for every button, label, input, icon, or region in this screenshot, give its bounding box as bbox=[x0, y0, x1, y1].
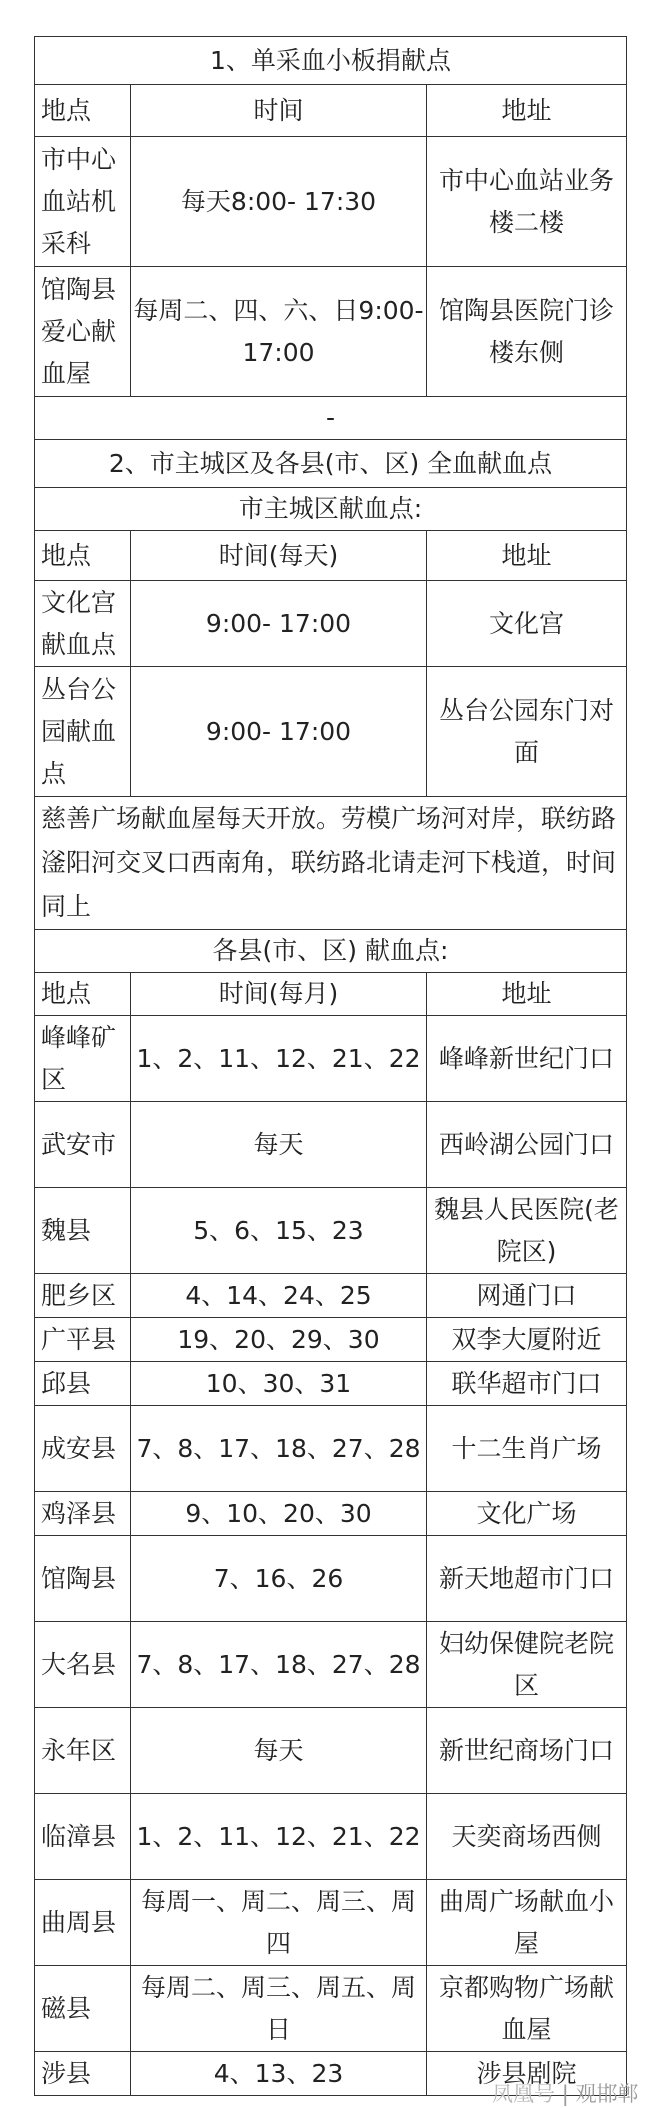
donation-sites-table bbox=[34, 36, 626, 2096]
section1-title: 1、单采血小板捐献点 bbox=[35, 37, 627, 85]
table-row bbox=[35, 1406, 627, 1492]
header-address: 地址 bbox=[427, 531, 627, 581]
city-subtitle: 市主城区献血点: bbox=[35, 488, 627, 531]
time-cell: 9:00- 17:00 bbox=[131, 581, 427, 667]
address-cell: 天奕商场西侧 bbox=[427, 1794, 627, 1880]
table-row bbox=[35, 1622, 627, 1708]
time-cell: 9、10、20、30 bbox=[131, 1492, 427, 1536]
place-cell: 磁县 bbox=[35, 1966, 131, 2052]
time-cell: 1、2、11、12、21、22 bbox=[131, 1016, 427, 1102]
table-row bbox=[35, 1016, 627, 1102]
table-row bbox=[35, 1880, 627, 1966]
time-cell: 每周二、周三、周五、周日 bbox=[131, 1966, 427, 2052]
table-row bbox=[35, 1708, 627, 1794]
place-cell: 临漳县 bbox=[35, 1794, 131, 1880]
table-row bbox=[35, 581, 627, 667]
place-cell: 涉县 bbox=[35, 2052, 131, 2096]
place-cell: 市中心血站机采科 bbox=[35, 137, 131, 267]
address-cell: 新世纪商场门口 bbox=[427, 1708, 627, 1794]
time-cell: 19、20、29、30 bbox=[131, 1318, 427, 1362]
address-cell: 文化宫 bbox=[427, 581, 627, 667]
address-cell: 曲周广场献血小屋 bbox=[427, 1880, 627, 1966]
table-row bbox=[35, 267, 627, 397]
address-cell: 西岭湖公园门口 bbox=[427, 1102, 627, 1188]
table-row bbox=[35, 1318, 627, 1362]
time-cell: 每周二、四、六、日9:00-17:00 bbox=[131, 267, 427, 397]
plaza-note: 慈善广场献血屋每天开放。劳模广场河对岸，联纺路滏阳河交叉口西南角，联纺路北请走河下栈道，时间同上 bbox=[35, 797, 627, 930]
time-cell: 4、14、24、25 bbox=[131, 1274, 427, 1318]
address-cell: 峰峰新世纪门口 bbox=[427, 1016, 627, 1102]
place-cell: 文化宫献血点 bbox=[35, 581, 131, 667]
place-cell: 馆陶县 bbox=[35, 1536, 131, 1622]
source-watermark bbox=[492, 2078, 638, 2108]
time-cell: 10、30、31 bbox=[131, 1362, 427, 1406]
header-place: 地点 bbox=[35, 973, 131, 1016]
time-cell: 7、16、26 bbox=[131, 1536, 427, 1622]
header-time-monthly: 时间(每月) bbox=[131, 973, 427, 1016]
watermark-account: 观邯郸 bbox=[575, 2082, 639, 2106]
time-cell: 4、13、23 bbox=[131, 2052, 427, 2096]
phoenix-logo-icon: 凤凰号 bbox=[492, 2082, 555, 2106]
place-cell: 邱县 bbox=[35, 1362, 131, 1406]
divider-row: - bbox=[35, 397, 627, 440]
address-cell: 妇幼保健院老院区 bbox=[427, 1622, 627, 1708]
place-cell: 丛台公园献血点 bbox=[35, 667, 131, 797]
table-row bbox=[35, 1966, 627, 2052]
table-row bbox=[35, 667, 627, 797]
table-row bbox=[35, 1274, 627, 1318]
header-time: 时间 bbox=[131, 85, 427, 137]
header-place: 地点 bbox=[35, 531, 131, 581]
table-row bbox=[35, 1536, 627, 1622]
time-cell: 每天8:00- 17:30 bbox=[131, 137, 427, 267]
place-cell: 武安市 bbox=[35, 1102, 131, 1188]
time-cell: 5、6、15、23 bbox=[131, 1188, 427, 1274]
time-cell: 1、2、11、12、21、22 bbox=[131, 1794, 427, 1880]
place-cell: 曲周县 bbox=[35, 1880, 131, 1966]
address-cell: 文化广场 bbox=[427, 1492, 627, 1536]
place-cell: 永年区 bbox=[35, 1708, 131, 1794]
header-time-daily: 时间(每天) bbox=[131, 531, 427, 581]
address-cell: 十二生肖广场 bbox=[427, 1406, 627, 1492]
header-place: 地点 bbox=[35, 85, 131, 137]
place-cell: 峰峰矿区 bbox=[35, 1016, 131, 1102]
time-cell: 7、8、17、18、27、28 bbox=[131, 1406, 427, 1492]
header-address: 地址 bbox=[427, 85, 627, 137]
time-cell: 7、8、17、18、27、28 bbox=[131, 1622, 427, 1708]
address-cell: 市中心血站业务楼二楼 bbox=[427, 137, 627, 267]
time-cell: 每天 bbox=[131, 1708, 427, 1794]
place-cell: 广平县 bbox=[35, 1318, 131, 1362]
address-cell: 网通门口 bbox=[427, 1274, 627, 1318]
table-row bbox=[35, 1492, 627, 1536]
place-cell: 大名县 bbox=[35, 1622, 131, 1708]
time-cell: 9:00- 17:00 bbox=[131, 667, 427, 797]
table-row bbox=[35, 1188, 627, 1274]
county-subtitle: 各县(市、区) 献血点: bbox=[35, 930, 627, 973]
address-cell: 京都购物广场献血屋 bbox=[427, 1966, 627, 2052]
address-cell: 联华超市门口 bbox=[427, 1362, 627, 1406]
address-cell: 馆陶县医院门诊楼东侧 bbox=[427, 267, 627, 397]
place-cell: 肥乡区 bbox=[35, 1274, 131, 1318]
place-cell: 魏县 bbox=[35, 1188, 131, 1274]
time-cell: 每周一、周二、周三、周四 bbox=[131, 1880, 427, 1966]
place-cell: 鸡泽县 bbox=[35, 1492, 131, 1536]
section2-title: 2、市主城区及各县(市、区) 全血献血点 bbox=[35, 440, 627, 488]
address-cell: 魏县人民医院(老院区) bbox=[427, 1188, 627, 1274]
address-cell: 新天地超市门口 bbox=[427, 1536, 627, 1622]
place-cell: 成安县 bbox=[35, 1406, 131, 1492]
table-row bbox=[35, 1362, 627, 1406]
table-row bbox=[35, 1794, 627, 1880]
address-cell: 丛台公园东门对面 bbox=[427, 667, 627, 797]
address-cell: 涉县剧院 bbox=[427, 2052, 627, 2096]
header-address: 地址 bbox=[427, 973, 627, 1016]
table-row bbox=[35, 1102, 627, 1188]
watermark-separator: | bbox=[561, 2082, 569, 2106]
place-cell: 馆陶县爱心献血屋 bbox=[35, 267, 131, 397]
table-row bbox=[35, 137, 627, 267]
time-cell: 每天 bbox=[131, 1102, 427, 1188]
address-cell: 双李大厦附近 bbox=[427, 1318, 627, 1362]
